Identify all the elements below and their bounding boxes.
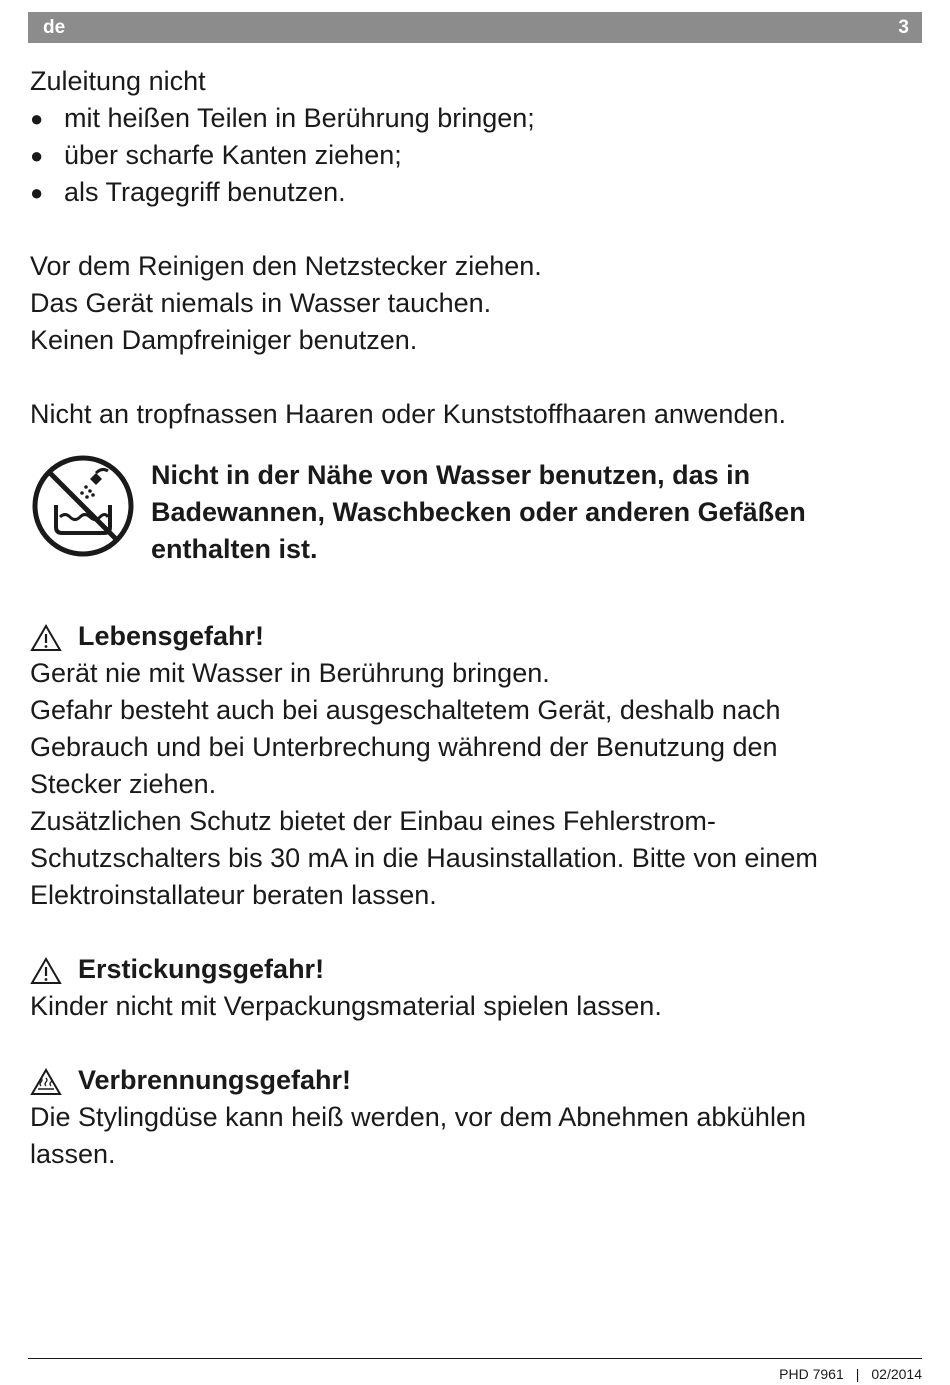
danger-burn-title: Verbrennungsgefahr! bbox=[78, 1065, 352, 1095]
page-number: 3 bbox=[898, 17, 909, 38]
warning-triangle-icon bbox=[30, 957, 62, 985]
cleaning-line: Vor dem Reinigen den Netzstecker ziehen. bbox=[30, 251, 542, 281]
hot-surface-icon bbox=[30, 1068, 62, 1096]
danger-life-line: Gerät nie mit Wasser in Berührung bringen. bbox=[30, 658, 550, 688]
danger-suffocation-heading bbox=[30, 951, 910, 988]
list-item-text: mit heißen Teilen in Berührung bringen; bbox=[64, 103, 535, 133]
list-item-text: als Tragegriff benutzen. bbox=[64, 177, 346, 207]
publication-date: 02/2014 bbox=[871, 1366, 922, 1382]
model-number: PHD 7961 bbox=[779, 1366, 844, 1382]
footer-rule bbox=[28, 1358, 922, 1359]
danger-burn-line: Die Stylingdüse kann heiß werden, vor dem Abnehmen abkühlen bbox=[30, 1102, 806, 1132]
water-warning-text bbox=[151, 457, 911, 568]
cleaning-line: Das Gerät niemals in Wasser tauchen. bbox=[30, 288, 492, 318]
footer bbox=[779, 1366, 922, 1382]
danger-life-line: Gefahr besteht auch bei ausgeschaltetem Gerät, deshalb nach bbox=[30, 695, 781, 725]
danger-life-heading bbox=[30, 618, 910, 655]
warning-triangle-icon bbox=[30, 624, 62, 652]
list-item bbox=[30, 174, 910, 211]
water-warning-line: enthalten ist. bbox=[151, 534, 318, 564]
cleaning-line: Keinen Dampfreiniger benutzen. bbox=[30, 325, 418, 355]
water-warning-line: Badewannen, Waschbecken oder anderen Gefäßen bbox=[151, 497, 806, 527]
danger-life-title: Lebensgefahr! bbox=[78, 621, 265, 651]
danger-suffocation-line: Kinder nicht mit Verpackungsmaterial spielen lassen. bbox=[30, 991, 662, 1021]
danger-burn-heading bbox=[30, 1062, 910, 1099]
header-bar bbox=[28, 12, 922, 43]
danger-life-line: Zusätzlichen Schutz bietet der Einbau eines Fehlerstrom- bbox=[30, 806, 716, 836]
cord-intro: Zuleitung nicht bbox=[30, 66, 206, 96]
no-water-bath-icon bbox=[30, 453, 136, 559]
bullet-icon: ● bbox=[30, 143, 44, 168]
danger-life-line: Stecker ziehen. bbox=[30, 769, 217, 799]
bullet-icon: ● bbox=[30, 180, 44, 205]
list-item bbox=[30, 137, 910, 174]
list-item-text: über scharfe Kanten ziehen; bbox=[64, 140, 402, 170]
cord-bullet-list bbox=[30, 100, 910, 211]
danger-life-line: Elektroinstallateur beraten lassen. bbox=[30, 880, 437, 910]
footer-separator: | bbox=[855, 1366, 860, 1382]
language-label: de bbox=[43, 17, 66, 38]
list-item bbox=[30, 100, 910, 137]
page-content bbox=[30, 63, 910, 1173]
danger-suffocation-title: Erstickungsgefahr! bbox=[78, 954, 325, 984]
bullet-icon: ● bbox=[30, 106, 44, 131]
danger-life-line: Gebrauch und bei Unterbrechung während der Benutzung den bbox=[30, 732, 778, 762]
water-warning-line: Nicht in der Nähe von Wasser benutzen, das in bbox=[151, 460, 751, 490]
water-warning bbox=[30, 457, 910, 568]
danger-burn-line: lassen. bbox=[30, 1139, 116, 1169]
hair-note: Nicht an tropfnassen Haaren oder Kunststoffhaaren anwenden. bbox=[30, 399, 786, 429]
danger-life-line: Schutzschalters bis 30 mA in die Hausinstallation. Bitte von einem bbox=[30, 843, 818, 873]
